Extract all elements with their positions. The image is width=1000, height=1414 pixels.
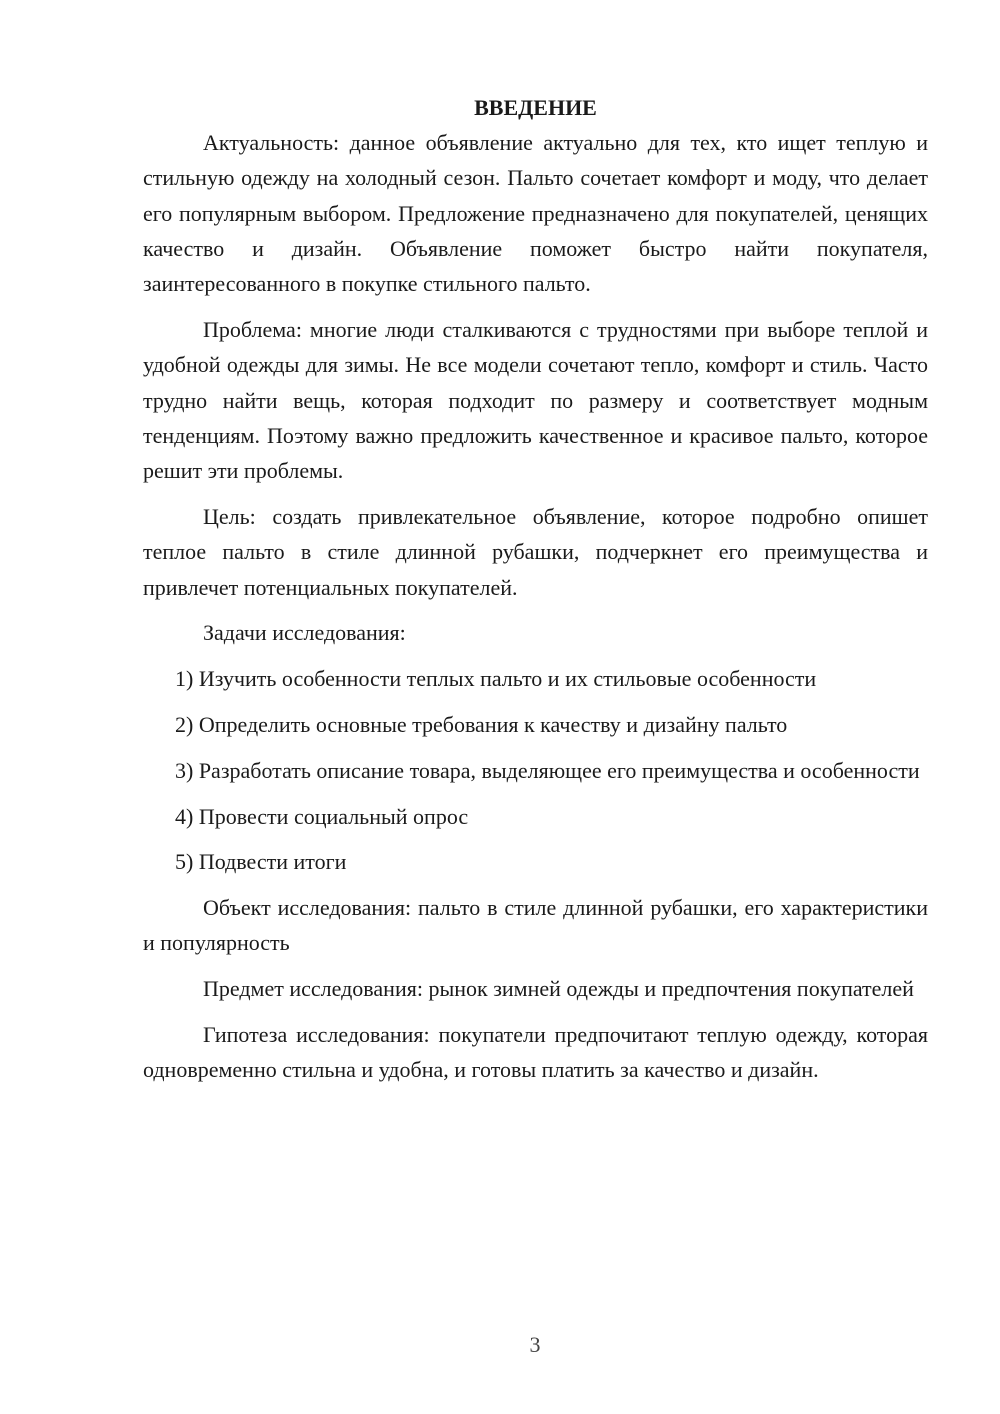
document-page [143, 90, 928, 1088]
task-item: 3) Разработать описание товара, выделяющее его преимущества и особенности [175, 757, 920, 783]
paragraph-tasks-title: Задачи исследования: [203, 620, 406, 646]
page-number: 3 [529, 1332, 541, 1357]
paragraph-object: Объект исследования: пальто в стиле длинной рубашки, его характеристики и популярность [143, 895, 928, 956]
paragraph-problem: Проблема: многие люди сталкиваются с трудностями при выборе теплой и удобной одежды для зимы. Не все модели сочетают тепло, комфорт и стиль. Часто трудно найти вещь, которая подходит по размеру и соответствует модным тенденциям. Поэтому важно предложить качественное и красивое пальто, которое решит эти проблемы. [143, 316, 928, 484]
paragraph-hypothesis: Гипотеза исследования: покупатели предпочитают теплую одежду, которая одновременно стильна и удобна, и готовы платить за качество и дизайн. [143, 1022, 928, 1083]
section-heading: ВВЕДЕНИЕ [474, 95, 597, 120]
paragraph-subject: Предмет исследования: рынок зимней одежды и предпочтения покупателей [203, 976, 914, 1002]
task-item: 1) Изучить особенности теплых пальто и их стильовые особенности [175, 666, 817, 692]
task-item: 4) Провести социальный опрос [175, 803, 469, 829]
task-item: 5) Подвести итоги [175, 849, 347, 875]
task-item: 2) Определить основные требования к качеству и дизайну пальто [175, 711, 788, 737]
paragraph-goal: Цель: создать привлекательное объявление, которое подробно опишет теплое пальто в стиле длинной рубашки, подчеркнет его преимущества и привлечет потенциальных покупателей. [143, 503, 928, 600]
paragraph-relevance: Актуальность: данное объявление актуально для тех, кто ищет теплую и стильную одежду на холодный сезон. Пальто сочетает комфорт и моду, что делает его популярным выбором. Предложение предназначено для покупателей, ценящих качество и дизайн. Объявление поможет быстро найти покупателя, заинтересованного в покупке стильного пальто. [143, 130, 928, 297]
